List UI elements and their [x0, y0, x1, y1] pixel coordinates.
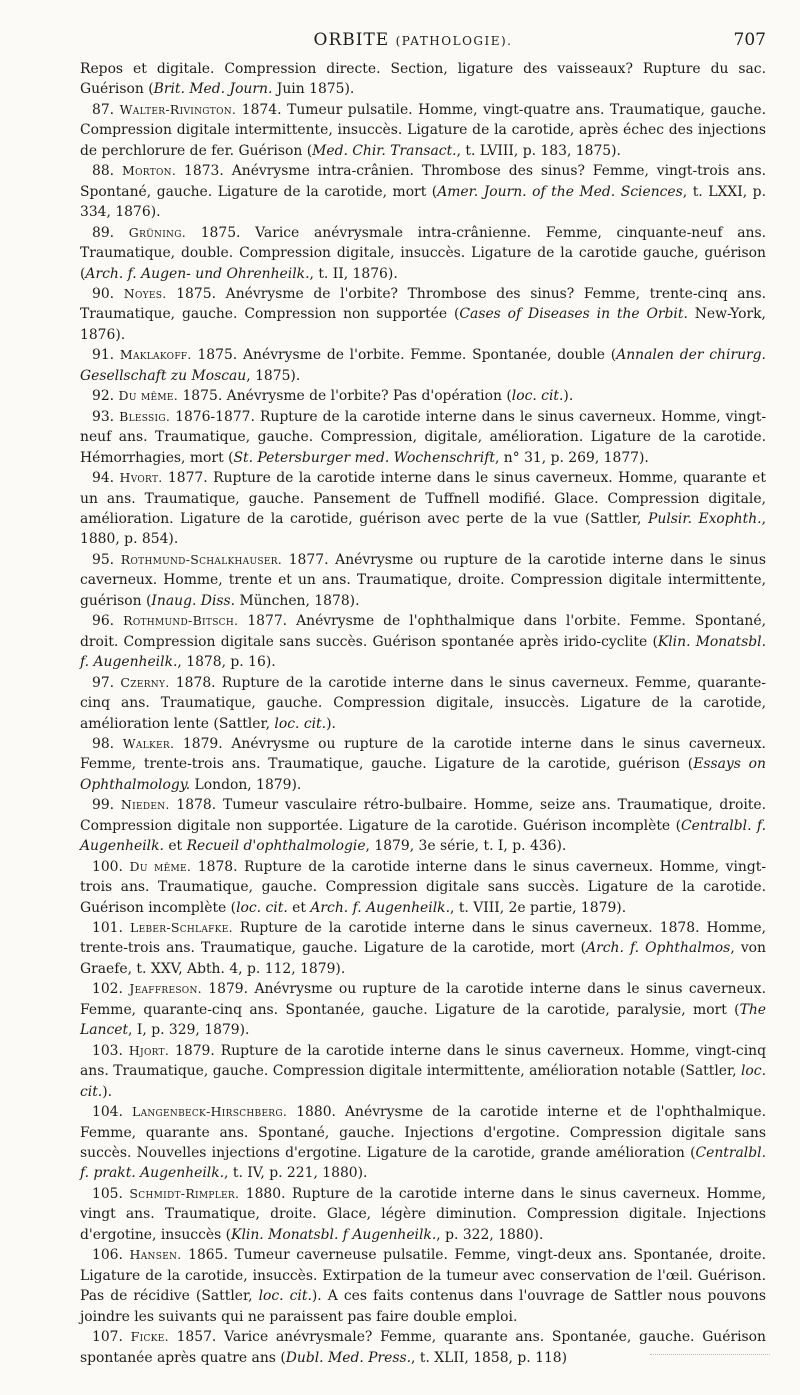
case-entry [80, 1245, 766, 1327]
case-author: Langenbeck-Hirschberg. [131, 1104, 288, 1120]
running-title-sub: (PATHOLOGIE). [395, 34, 513, 48]
case-number: 107. [92, 1329, 123, 1346]
citation-title: Centralbl. f. Augenheilk. [80, 817, 766, 855]
case-number: 88. [92, 163, 115, 180]
citation-title: Recueil d'ophthalmologie [186, 838, 366, 855]
case-number: 93. [92, 408, 115, 425]
citation-title: loc. cit. [511, 388, 564, 405]
citation-title: Arch. f. Augen- und Ohrenheilk. [85, 265, 310, 282]
citation-title: Klin. Monatsbl. f Augenheilk. [231, 1226, 437, 1243]
citation-title: Pulsir. Exophth. [648, 510, 762, 527]
case-number: 94. [92, 470, 115, 487]
citation-title: Med. Chir. Transact. [312, 142, 457, 159]
case-number: 97. [92, 674, 115, 691]
case-entry [80, 161, 766, 222]
case-date: 1857. [176, 1329, 217, 1346]
case-list [80, 59, 766, 1368]
citation-title: Essays on Ophthalmology. [80, 756, 766, 793]
case-date: 1877. [167, 470, 208, 487]
case-author: Nieden. [120, 797, 170, 813]
case-text: Rupture de la carotide interne dans le sinus caverneux. Homme, vingt-neuf ans. Traumatique, gauche. Compression, digitale, amélioration. Ligature de la carotide. Hémorrhagies, mort ( [80, 408, 767, 466]
case-number: 96. [92, 613, 115, 630]
citation-title: loc. cit. [80, 1063, 766, 1100]
case-date: 1878. [197, 858, 238, 875]
case-entry [80, 407, 766, 468]
case-author: Ficke. [130, 1329, 169, 1345]
citation-title: Klin. Monatsbl. f. Augenheilk. [80, 633, 766, 671]
case-text: , von Graefe, t. XXV, Abth. 4, p. 112, 1879). [80, 940, 766, 977]
citation-title: Arch. f. Ophthalmos [586, 940, 731, 957]
case-author: Morton. [122, 163, 177, 179]
case-date: 1875. [176, 285, 216, 302]
case-text: Juin 1875). [272, 81, 355, 98]
case-entry [80, 734, 766, 795]
case-text: ). [563, 388, 574, 405]
case-text: , t. XLII, 1858, p. 118) [411, 1349, 568, 1366]
page-number: 707 [733, 30, 766, 50]
case-author: Hvort. [119, 470, 163, 486]
case-text: et [287, 899, 311, 916]
case-number: 87. [92, 101, 115, 118]
case-entry [80, 100, 766, 161]
case-entry [80, 795, 766, 856]
case-entry [80, 223, 766, 284]
case-text: , 1878, p. 16). [177, 654, 276, 671]
citation-title: loc. cit. [274, 715, 327, 732]
case-text: ). [102, 1083, 113, 1100]
case-number: 92. [92, 388, 115, 405]
case-author: Maklakoff. [119, 347, 192, 363]
case-number: 95. [92, 551, 115, 568]
case-author: Blessig. [119, 408, 171, 424]
case-number: 104. [92, 1104, 123, 1121]
case-text: , t. II, 1876). [309, 265, 398, 282]
case-number: 98. [92, 735, 115, 752]
case-text: Anévrysme de l'ophthalmique dans l'orbite. Femme. Spontané, droit. Compression digitale sans succès. Guérison spontanée après irido-cyclite ( [80, 613, 767, 650]
citation-title: Centralbl. f. prakt. Augenheilk. [80, 1145, 766, 1182]
case-author: Walker. [122, 735, 175, 751]
case-text: New-York, 1876). [80, 306, 766, 343]
case-text: München, 1878). [235, 592, 360, 609]
case-text: , 1880, p. 854). [80, 510, 766, 548]
case-number: 91. [92, 347, 115, 364]
case-number: 99. [92, 797, 115, 814]
case-text: , n° 31, p. 269, 1877). [494, 449, 649, 466]
case-entry [80, 550, 766, 611]
case-entry [80, 1041, 766, 1102]
case-entry [80, 1184, 766, 1245]
case-date: 1873. [184, 163, 224, 180]
case-date: 1865. [188, 1247, 228, 1264]
citation-title: Amer. Journ. of the Med. Sciences [437, 183, 683, 200]
case-author: Hansen. [129, 1247, 182, 1263]
case-author: Du même. [129, 858, 192, 874]
case-date: 1878. [176, 797, 217, 814]
case-text: Tumeur pulsatile. Homme, vingt-quatre ans. Traumatique, gauche. Compression digitale intermittente, insuccès. Ligature de la carotide, après échec des injections de perchlorure de fer. Guérison ( [80, 101, 766, 159]
citation-title: Cases of Diseases in the Orbit. [459, 306, 688, 323]
case-number: 101. [92, 920, 123, 937]
case-text: Varice anévrysmale? Femme, quarante ans. Spontanée, gauche. Guérison spontanée après quatre ans ( [80, 1329, 766, 1366]
case-author: Jeaffreson. [129, 981, 202, 997]
case-text: , t. LXXI, p. 334, 1876). [80, 183, 766, 221]
running-title [60, 30, 766, 50]
case-text: , p. 322, 1880). [436, 1226, 544, 1243]
case-text: , t. VIII, 2e partie, 1879). [450, 899, 627, 916]
footer-mark [650, 1354, 770, 1357]
citation-title: Arch. f. Augenheilk. [310, 899, 450, 916]
case-date: 1878. [175, 674, 216, 691]
case-text: Anévrysme ou rupture de la carotide interne dans le sinus caverneux. Femme, quarante-cinq ans. Spontanée, gauche. Ligature de la carotide, paralysie, mort ( [80, 981, 767, 1018]
case-entry [80, 857, 766, 918]
case-entry [80, 284, 766, 345]
case-date: 1876-1877. [175, 408, 255, 425]
case-entry [80, 345, 766, 386]
case-date: 1880. [245, 1185, 286, 1202]
case-text: Tumeur vasculaire rétro-bulbaire. Homme, seize ans. Traumatique, droite. Compression digitale non supportée. Ligature de la carotide. Guérison incomplète ( [80, 797, 766, 834]
citation-title: Brit. Med. Journ. [153, 81, 273, 98]
citation-title: loc. cit. [236, 899, 288, 916]
case-number: 106. [92, 1247, 123, 1264]
case-date: 1879. [208, 981, 249, 998]
case-entry [80, 59, 766, 100]
case-text: Anévrysme de l'orbite. Femme. Spontanée, double ( [243, 347, 617, 364]
case-entry [80, 1102, 766, 1184]
case-text: , 1879, 3e série, t. I, p. 436). [365, 838, 567, 855]
case-date: 1875. [182, 388, 223, 405]
case-text: et [163, 838, 187, 855]
case-number: 105. [92, 1185, 123, 1202]
case-date: 1879. [182, 735, 223, 752]
case-text: ). A ces faits contenus dans l'ouvrage de Sattler nous pouvons joindre les suivants qui ne paraissent pas faire double emploi. [80, 1288, 766, 1325]
case-text: Anévrysme de l'orbite? Thrombose des sinus? Femme, trente-cinq ans. Traumatique, gauche. Compression non supportée ( [80, 285, 767, 323]
citation-title: Inaug. Diss. [151, 592, 236, 609]
case-author: Rothmund-Bitsch. [123, 613, 239, 629]
citation-title: loc. cit. [258, 1288, 312, 1305]
case-number: 102. [92, 981, 123, 998]
case-date: 1874. [241, 101, 282, 118]
case-entry [80, 979, 766, 1040]
case-number: 100. [92, 858, 123, 875]
case-number: 89. [92, 224, 115, 241]
case-entry [80, 386, 766, 406]
case-text: London, 1879). [190, 776, 302, 793]
case-date: 1877. [247, 613, 288, 630]
case-date: 1875. [200, 224, 241, 241]
case-author: Walter-Rivington. [119, 101, 237, 117]
case-number: 103. [92, 1042, 123, 1059]
case-number: 90. [92, 285, 115, 302]
case-text: Anévrysme ou rupture de la carotide interne dans le sinus caverneux. Homme, trente et un ans. Traumatique, droite. Compression digitale intermittente, guérison ( [80, 551, 766, 609]
citation-title: St. Petersburger med. Wochenschrift [233, 449, 495, 466]
case-entry [80, 611, 766, 672]
case-author: Leber-Schlafke. [130, 920, 233, 936]
case-text: Anévrysme de la carotide interne et de l'ophthalmique. Femme, quarante ans. Spontané, gauche. Injections d'ergotine. Compression digitale sans succès. Nouvelles injections d'ergotine. Ligature de la carotide, grande amélioration ( [80, 1104, 766, 1162]
case-text: Rupture de la carotide interne dans le sinus caverneux. Homme, vingt ans. Traumatique, droite. Glace, légère diminution. Compression digitale. Injections d'ergotine, insuccès ( [80, 1185, 766, 1243]
case-text: , I, p. 329, 1879). [128, 1022, 250, 1039]
case-text: Tumeur caverneuse pulsatile. Femme, vingt-deux ans. Spontanée, droite. Ligature de la carotide, insuccès. Extirpation de la tumeur avec conservation de l'œil. Guérison. Pas de récidive (Sattler, [80, 1247, 767, 1305]
citation-title: Annalen der chirurg. Gesellschaft zu Moscau [80, 347, 766, 384]
case-text: Repos et digitale. Compression directe. Section, ligature des vaisseaux? Rupture du sac. Guérison ( [80, 61, 766, 98]
case-text: Rupture de la carotide interne dans le sinus caverneux. 1878. Homme, trente-trois ans. Traumatique, gauche. Ligature de la carotide, mort ( [80, 920, 767, 957]
case-text: Anévrysme de l'orbite? Pas d'opération ( [226, 388, 512, 405]
case-author: Hjort. [128, 1042, 170, 1058]
case-entry [80, 673, 766, 734]
case-entry [80, 918, 766, 979]
case-text: , t. LVIII, p. 183, 1875). [456, 142, 621, 159]
running-header [60, 30, 766, 56]
case-author: Schmidt-Rimpler. [129, 1185, 240, 1201]
citation-title: The Lancet [80, 1001, 766, 1039]
case-text: Rupture de la carotide interne dans le sinus caverneux. Homme, vingt-trois ans. Traumatique, gauche. Compression digitale sans succès. Ligature de la carotide. Guérison incomplète ( [80, 858, 767, 916]
case-date: 1879. [175, 1042, 215, 1059]
case-author: Grüning. [128, 224, 186, 240]
case-text: Varice anévrysmale intra-crânienne. Femme, cinquante-neuf ans. Traumatique, double. Compression digitale, insuccès. Ligature de la carotide gauche, guérison ( [80, 224, 766, 282]
case-author: Rothmund-Schalkhauser. [120, 551, 283, 567]
case-text: Anévrysme ou rupture de la carotide interne dans le sinus caverneux. Femme, trente-trois ans. Traumatique, gauche. Ligature de la carotide, guérison ( [80, 735, 766, 773]
case-date: 1880. [296, 1104, 336, 1121]
case-text: ). [326, 715, 336, 732]
case-date: 1877. [288, 551, 329, 568]
case-text: , 1875). [246, 367, 301, 384]
case-text: Rupture de la carotide interne dans le sinus caverneux. Homme, vingt-cinq ans. Traumatique, gauche. Compression digitale intermittente, amélioration notable (Sattler, [80, 1042, 766, 1080]
case-entry [80, 468, 766, 550]
case-text: Anévrysme intra-crânien. Thrombose des sinus? Femme, vingt-trois ans. Spontané, gauche. Ligature de la carotide, mort ( [80, 163, 767, 200]
citation-title: Dubl. Med. Press. [285, 1349, 412, 1366]
case-text: , t. IV, p. 221, 1880). [224, 1165, 368, 1182]
case-author: Noyes. [123, 285, 167, 301]
case-author: Du même. [118, 388, 179, 404]
running-title-main: ORBITE [313, 30, 390, 50]
case-entry [80, 1327, 766, 1368]
case-text: Rupture de la carotide interne dans le sinus caverneux. Femme, quarante-cinq ans. Traumatique, gauche. Compression digitale, insuccès. Ligature de la carotide, amélioration lente (Sattler, [80, 674, 767, 732]
case-text: Rupture de la carotide interne dans le sinus caverneux. Homme, quarante et un ans. Traumatique, gauche. Pansement de Tuffnell modifié. Glace. Compression digitale, amélioration. Ligature de la carotide, guérison avec perte de la vue (Sattler, [80, 470, 766, 527]
case-date: 1875. [197, 347, 238, 364]
case-author: Czerny. [120, 674, 170, 690]
